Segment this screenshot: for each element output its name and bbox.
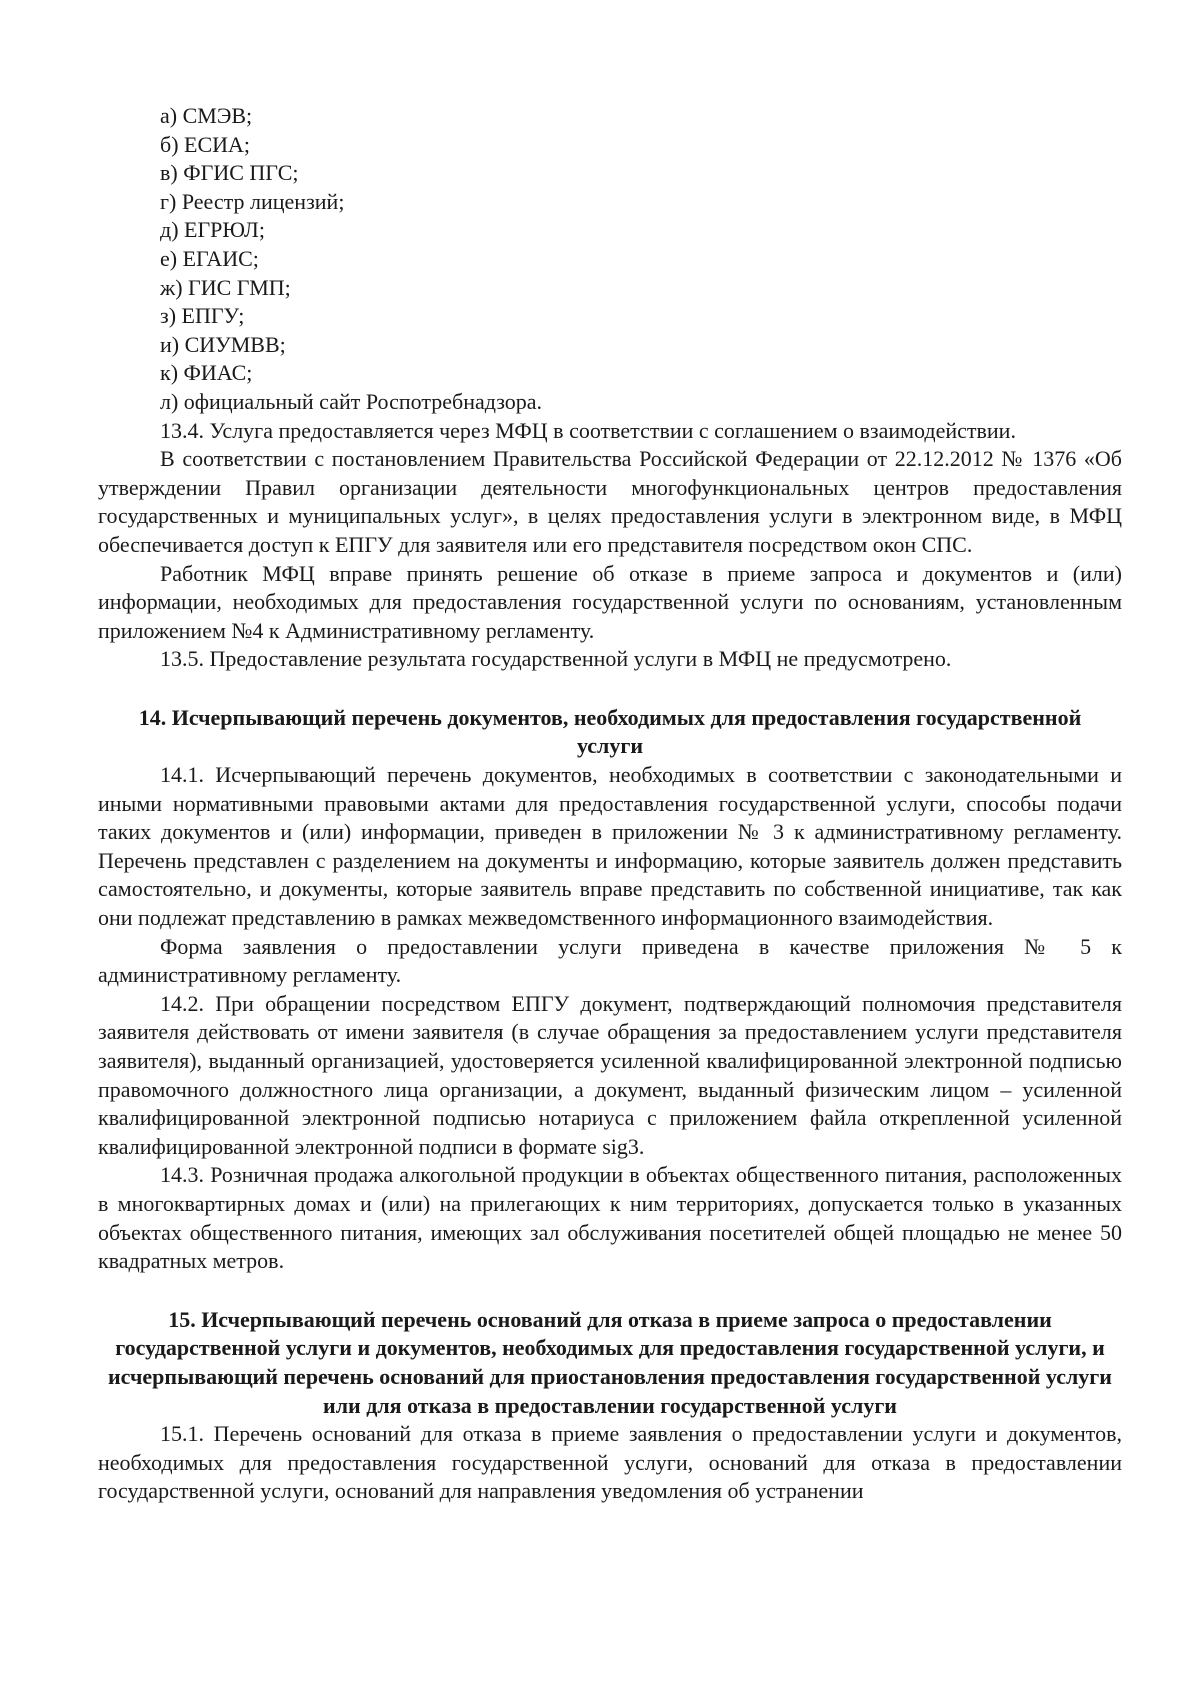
paragraph-14-1: 14.1. Исчерпывающий перечень документов, необходимых в соответствии с законодательными и иными нормативными правовыми актами для предоставления государственной услуги, способы подачи таких документов и (или) информации, приведен в приложении № 3 к административному регламенту. Перечень представлен с разделением на документы и информацию, которые заявитель должен представить самостоятельно, и документы, которые заявитель вправе представить по собственной инициативе, так как они подлежат представлению в рамках межведомственного информационного взаимодействия. xyxy=(98,762,1122,931)
paragraph-13-5: 13.5. Предоставление результата государственной услуги в МФЦ не предусмотрено. xyxy=(160,646,952,672)
list-item: г) Реестр лицензий; xyxy=(160,188,345,214)
information-systems-list xyxy=(98,102,1122,417)
paragraph-14-3: 14.3. Розничная продажа алкогольной продукции в объектах общественного питания, расположенных в многоквартирных домах и (или) на прилегающих к ним территориях, допускается только в указанных объектах общественного питания, имеющих зал обслуживания посетителей общей площадью не менее 50 квадратных метров. xyxy=(98,1162,1122,1274)
list-item: и) СИУМВВ; xyxy=(160,331,286,357)
section-heading-15: 15. Исчерпывающий перечень оснований для отказа в приеме запроса о предоставлении государственной услуги и документов, необходимых для предоставления государственной услуги, и исчерпывающий перечень оснований для приостановления предоставления государственной услуги или для отказа в предоставлении государственной услуги xyxy=(108,1306,1112,1418)
list-item: л) официальный сайт Роспотребнадзора. xyxy=(160,388,543,414)
paragraph-13-4-refusal: Работник МФЦ вправе принять решение об отказе в приеме запроса и документов и (или) информации, необходимых для предоставления государственной услуги по основаниям, установленным приложением №4 к Административному регламенту. xyxy=(98,560,1122,643)
paragraph-14-2: 14.2. При обращении посредством ЕПГУ документ, подтверждающий полномочия представителя заявителя действовать от имени заявителя (в случае обращения за предоставлением услуги представителя заявителя), выданный организацией, удостоверяется усиленной квалифицированной электронной подписью правомочного должностного лица организации, а документ, выданный физическим лицом – усиленной квалифицированной электронной подписью нотариуса с приложением файла открепленной усиленной квалифицированной электронной подписи в формате sig3. xyxy=(98,990,1122,1159)
list-item: к) ФИАС; xyxy=(160,360,253,386)
list-item: д) ЕГРЮЛ; xyxy=(160,217,265,243)
list-item: е) ЕГАИС; xyxy=(160,245,259,271)
list-item: ж) ГИС ГМП; xyxy=(160,274,291,300)
document-body xyxy=(98,102,1122,1506)
paragraph-14-1-form: Форма заявления о предоставлении услуги приведена в качестве приложения № 5 к административному регламенту. xyxy=(98,933,1122,988)
list-item: б) ЕСИА; xyxy=(160,131,251,157)
section-heading-14: 14. Исчерпывающий перечень документов, необходимых для предоставления государственной услуги xyxy=(138,704,1082,759)
paragraph-15-1: 15.1. Перечень оснований для отказа в приеме заявления о предоставлении услуги и документов, необходимых для предоставления государственной услуги, оснований для отказа в предоставлении государственной услуги, оснований для направления уведомления об устранении xyxy=(98,1421,1122,1504)
paragraph-13-4: 13.4. Услуга предоставляется через МФЦ в соответствии с соглашением о взаимодействии. xyxy=(160,417,1016,443)
list-item: а) СМЭВ; xyxy=(160,103,253,128)
list-item: з) ЕПГУ; xyxy=(160,303,245,329)
list-item: в) ФГИС ПГС; xyxy=(160,160,299,186)
paragraph-13-4-decree: В соответствии с постановлением Правительства Российской Федерации от 22.12.2012 № 1376 «Об утверждении Правил организации деятельности многофункциональных центров предоставления государственных и муниципальных услуг», в целях предоставления услуги в электронном виде, в МФЦ обеспечивается доступ к ЕПГУ для заявителя или его представителя посредством окон СПС. xyxy=(98,446,1122,557)
